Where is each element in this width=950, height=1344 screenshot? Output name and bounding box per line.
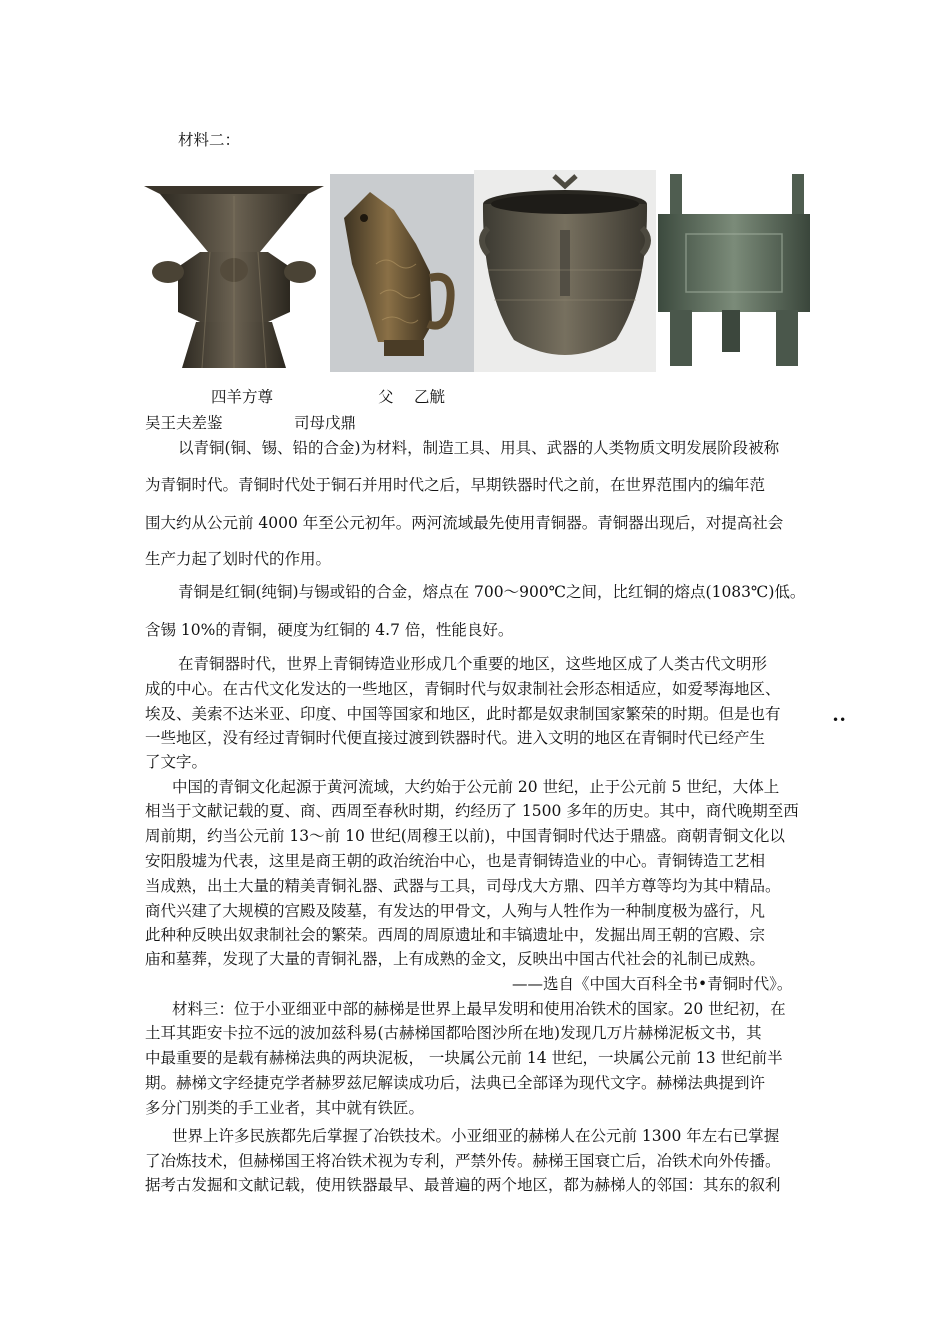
- caption-yi-gong: 乙觥: [414, 388, 446, 406]
- paragraph-line: 围大约从公元前 4000 年至公元初年。两河流域最先使用青铜器。青铜器出现后，对提高社会: [145, 514, 784, 532]
- paragraph-line: 据考古发掘和文献记载，使用铁器最早、最普遍的两个地区，都为赫梯人的邻国：其东的叙利: [145, 1176, 781, 1194]
- paragraph-line: 中最重要的是载有赫梯法典的两块泥板， 一块属公元前 14 世纪，一块属公元前 13 世纪前半: [145, 1049, 783, 1067]
- paragraph-line: 生产力起了划时代的作用。: [145, 550, 332, 568]
- image-four-ram-zun: [140, 172, 328, 372]
- bronze-ding-cauldron-icon: [656, 170, 812, 372]
- caption-four-ram-zun: 四羊方尊: [211, 388, 274, 406]
- stray-mark-icon: ••: [832, 713, 847, 727]
- paragraph-line: 当成熟，出土大量的精美青铜礼器、武器与工具，司母戊大方鼎、四羊方尊等均为其中精品。: [145, 877, 781, 895]
- caption-fu: 父: [378, 388, 394, 406]
- paragraph-line: 中国的青铜文化起源于黄河流域，大约始于公元前 20 世纪，止于公元前 5 世纪，大体上: [172, 778, 780, 796]
- source-citation: ——选自《中国大百科全书•青铜时代》。: [512, 975, 793, 993]
- paragraph-line: 此种种反映出奴隶制社会的繁荣。西周的周原遗址和丰镐遗址中，发掘出周王朝的宫殿、宗: [145, 926, 766, 944]
- paragraph-line: 为青铜时代。青铜时代处于铜石并用时代之后，早期铁器时代之前，在世界范围内的编年范: [145, 476, 766, 494]
- section-heading: 材料二：: [178, 131, 241, 149]
- paragraph-line: 在青铜器时代，世界上青铜铸造业形成几个重要的地区，这些地区成了人类古代文明形: [178, 655, 768, 673]
- paragraph-line: 含锡 10%的青铜，硬度为红铜的 4.7 倍，性能良好。: [145, 621, 514, 639]
- caption-wu-wang-fuchai-jian: 吴王夫差鉴: [145, 414, 223, 432]
- paragraph-line: 世界上许多民族都先后掌握了冶铁技术。小亚细亚的赫梯人在公元前 1300 年左右已掌握: [172, 1127, 780, 1145]
- paragraph-line: 了文字。: [145, 753, 208, 771]
- paragraph-line: 期。赫梯文字经捷克学者赫罗兹尼解读成功后，法典已全部译为现代文字。赫梯法典提到许: [145, 1074, 766, 1092]
- bronze-jian-basin-icon: [474, 170, 656, 372]
- paragraph-line: 以青铜(铜、锡、铅的合金)为材料，制造工具、用具、武器的人类物质文明发展阶段被称: [178, 439, 780, 457]
- image-simuwu-ding: [656, 170, 812, 372]
- image-fu-yi-gong: [330, 174, 474, 372]
- paragraph-line: 材料三：位于小亚细亚中部的赫梯是世界上最早发明和使用冶铁术的国家。20 世纪初，在: [172, 1000, 786, 1018]
- paragraph-line: 埃及、美索不达米亚、印度、中国等国家和地区，此时都是奴隶制国家繁荣的时期。但是也有: [145, 705, 781, 723]
- paragraph-line: 青铜是红铜(纯铜)与锡或铅的合金，熔点在 700～900℃之间，比红铜的熔点(1083℃)低。: [178, 583, 806, 601]
- caption-simuwu-ding: 司母戊鼎: [294, 414, 357, 432]
- bronze-zun-vessel-icon: [140, 172, 328, 372]
- paragraph-line: 土耳其距安卡拉不远的波加兹科易(古赫梯国都哈图沙所在地)发现几万片赫梯泥板文书，其: [145, 1024, 762, 1042]
- paragraph-line: 成的中心。在古代文化发达的一些地区，青铜时代与奴隶制社会形态相适应，如爱琴海地区、: [145, 680, 781, 698]
- paragraph-line: 相当于文献记载的夏、商、西周至春秋时期，约经历了 1500 多年的历史。其中，商代晚期至西: [145, 802, 799, 820]
- paragraph-line: 一些地区，没有经过青铜时代便直接过渡到铁器时代。进入文明的地区在青铜时代已经产生: [145, 729, 766, 747]
- bronze-gong-vessel-icon: [330, 174, 474, 372]
- image-wu-wang-fuchai-jian: [474, 170, 656, 372]
- paragraph-line: 周前期，约当公元前 13～前 10 世纪(周穆王以前)，中国青铜时代达于鼎盛。商朝青铜文化以: [145, 827, 785, 845]
- paragraph-line: 商代兴建了大规模的宫殿及陵墓，有发达的甲骨文，人殉与人牲作为一种制度极为盛行，凡: [145, 902, 766, 920]
- paragraph-line: 多分门别类的手工业者，其中就有铁匠。: [145, 1099, 425, 1117]
- paragraph-line: 了冶炼技术，但赫梯国王将冶铁术视为专利，严禁外传。赫梯王国衰亡后，冶铁术向外传播。: [145, 1152, 781, 1170]
- paragraph-line: 庙和墓葬，发现了大量的青铜礼器，上有成熟的金文，反映出中国古代社会的礼制已成熟。: [145, 950, 766, 968]
- paragraph-line: 安阳殷墟为代表，这里是商王朝的政治统治中心，也是青铜铸造业的中心。青铜铸造工艺相: [145, 852, 766, 870]
